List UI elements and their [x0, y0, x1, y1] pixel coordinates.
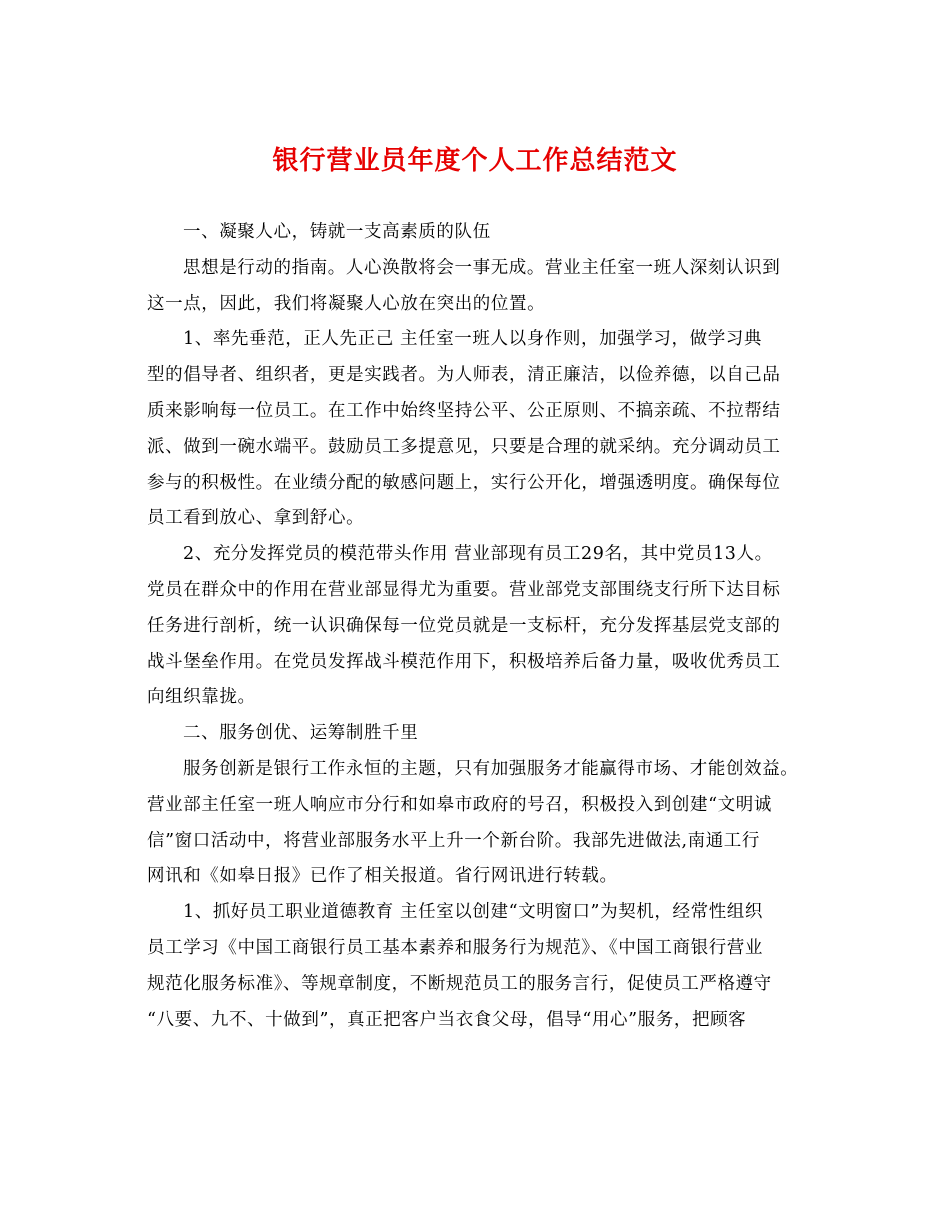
body-line: 网讯和《如皋日报》已作了相关报道。省行网讯进行转载。 — [147, 866, 618, 887]
body-line: 员工看到放心、拿到舒心。 — [147, 508, 365, 529]
body-line: 二、服务创优、运筹制胜千里 — [183, 723, 419, 744]
body-line: 思想是行动的指南。人心涣散将会一事无成。营业主任室一班人深刻认识到 — [183, 257, 781, 278]
body-line: 营业部主任室一班人响应市分行和如皋市政府的号召，积极投入到创建“文明诚 — [147, 794, 772, 815]
body-line: 这一点，因此，我们将凝聚人心放在突出的位置。 — [147, 293, 546, 314]
body-line: 2、充分发挥党员的模范带头作用 营业部现有员工29名，其中党员13人。 — [183, 544, 773, 565]
body-line: 1、抓好员工职业道德教育 主任室以创建“文明窗口”为契机，经常性组织 — [183, 902, 763, 923]
body-line: 任务进行剖析，统一认识确保每一位党员就是一支标杆，充分发挥基层党支部的 — [147, 615, 781, 636]
body-line: 规范化服务标准》、等规章制度，不断规范员工的服务言行，促使员工严格遵守 — [147, 973, 772, 994]
body-line: 派、做到一碗水端平。鼓励员工多提意见，只要是合理的就采纳。充分调动员工 — [147, 436, 781, 457]
body-line: 参与的积极性。在业绩分配的敏感问题上，实行公开化，增强透明度。确保每位 — [147, 472, 781, 493]
body-line: 员工学习《中国工商银行员工基本素养和服务行为规范》、《中国工商银行营业 — [147, 937, 763, 958]
body-line: 质来影响每一位员工。在工作中始终坚持公平、公正原则、不搞亲疏、不拉帮结 — [147, 400, 781, 421]
body-line: 战斗堡垒作用。在党员发挥战斗模范作用下，积极培养后备力量，吸收优秀员工 — [147, 651, 781, 672]
document-title: 银行营业员年度个人工作总结范文 — [272, 146, 678, 176]
body-line: 型的倡导者、组织者，更是实践者。为人师表，清正廉洁，以俭养德，以自己品 — [147, 365, 781, 386]
body-line: 服务创新是银行工作永恒的主题，只有加强服务才能赢得市场、才能创效益。 — [183, 758, 799, 779]
body-line: 一、凝聚人心，铸就一支高素质的队伍 — [183, 222, 491, 242]
body-line: “八要、九不、十做到”，真正把客户当衣食父母，倡导“用心”服务，把顾客 — [147, 1009, 747, 1030]
body-line: 党员在群众中的作用在营业部显得尤为重要。营业部党支部围绕支行所下达目标 — [147, 579, 781, 600]
body-line: 信”窗口活动中，将营业部服务水平上升一个新台阶。我部先进做法,南通工行 — [147, 830, 761, 851]
document-body — [147, 215, 815, 1038]
body-line: 向组织靠拢。 — [147, 687, 256, 708]
body-line: 1、率先垂范，正人先正己 主任室一班人以身作则，加强学习，做学习典 — [183, 329, 762, 350]
